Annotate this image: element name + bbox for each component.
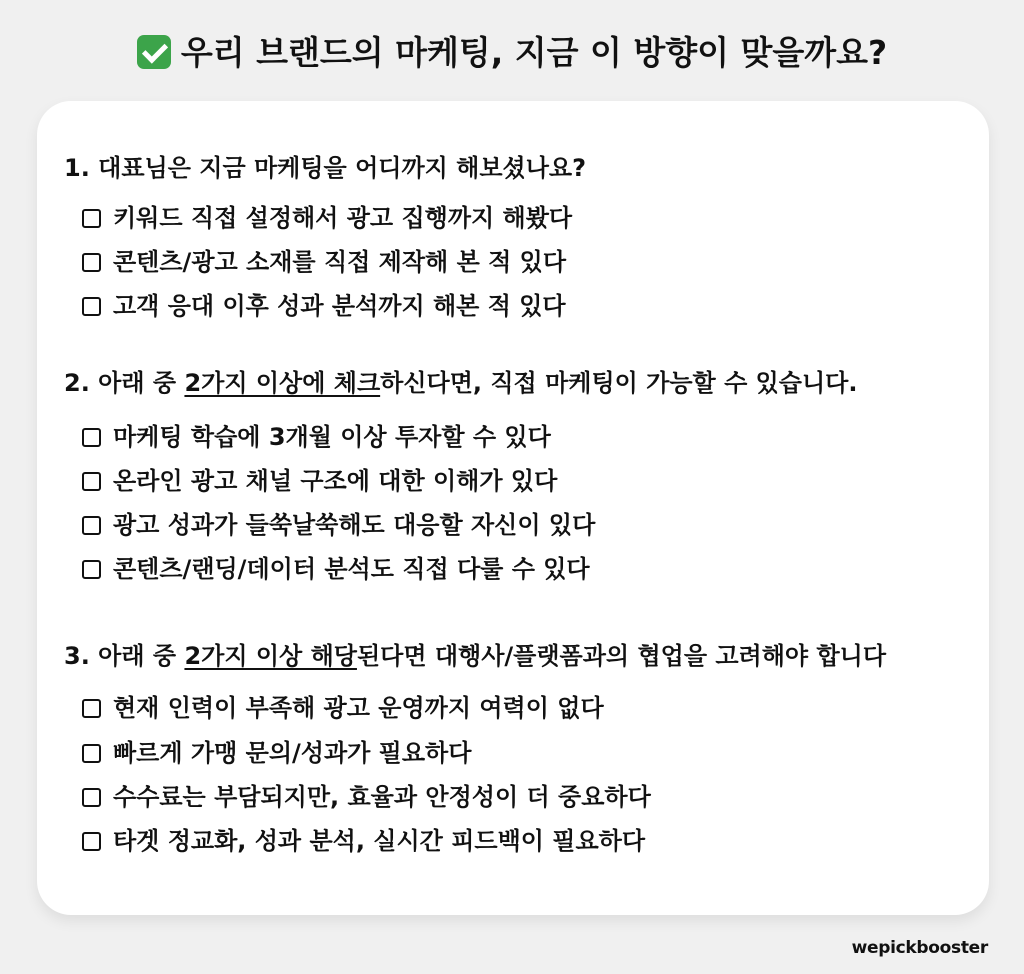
- item-label: 마케팅 학습에 3개월 이상 투자할 수 있다: [113, 423, 551, 451]
- empty-checkbox-icon[interactable]: [82, 699, 101, 718]
- section-3-title: [64, 640, 886, 672]
- section-3-title-suffix: 된다면 대행사/플랫폼과의 협업을 고려해야 합니다: [356, 642, 887, 670]
- item-label: 타겟 정교화, 성과 분석, 실시간 피드백이 필요하다: [113, 827, 646, 855]
- section-2-title-underlined: 2가지 이상에 체크: [184, 369, 381, 397]
- brand-logo-text: wepickbooster: [851, 938, 988, 958]
- empty-checkbox-icon[interactable]: [82, 832, 101, 851]
- empty-checkbox-icon[interactable]: [82, 472, 101, 491]
- section-3-title-underlined: 2가지 이상 해당: [184, 642, 357, 670]
- item-label: 고객 응대 이후 성과 분석까지 해본 적 있다: [113, 292, 566, 320]
- empty-checkbox-icon[interactable]: [82, 788, 101, 807]
- section-1-item-3[interactable]: [82, 290, 566, 322]
- item-label: 수수료는 부담되지만, 효율과 안정성이 더 중요하다: [113, 783, 651, 811]
- section-3-item-4[interactable]: [82, 825, 645, 857]
- empty-checkbox-icon[interactable]: [82, 253, 101, 272]
- section-2-item-2[interactable]: [82, 465, 557, 497]
- empty-checkbox-icon[interactable]: [82, 209, 101, 228]
- section-3-item-2[interactable]: [82, 737, 471, 769]
- section-2-item-4[interactable]: [82, 553, 590, 585]
- page-title: [0, 28, 1024, 78]
- page-title-text: 우리 브랜드의 마케팅, 지금 이 방향이 맞을까요?: [180, 33, 888, 72]
- section-2-item-1[interactable]: [82, 421, 551, 453]
- section-2-title: [64, 367, 857, 399]
- section-2-title-suffix: 하신다면, 직접 마케팅이 가능할 수 있습니다.: [380, 369, 858, 397]
- empty-checkbox-icon[interactable]: [82, 428, 101, 447]
- empty-checkbox-icon[interactable]: [82, 560, 101, 579]
- section-2-title-prefix: 2. 아래 중: [64, 369, 185, 397]
- empty-checkbox-icon[interactable]: [82, 744, 101, 763]
- check-mark-button-icon: [137, 35, 171, 69]
- section-1-title: 1. 대표님은 지금 마케팅을 어디까지 해보셨나요?: [64, 154, 587, 182]
- item-label: 현재 인력이 부족해 광고 운영까지 여력이 없다: [113, 694, 604, 722]
- empty-checkbox-icon[interactable]: [82, 516, 101, 535]
- item-label: 콘텐츠/광고 소재를 직접 제작해 본 적 있다: [113, 248, 567, 276]
- section-1-item-1[interactable]: [82, 202, 572, 234]
- section-1-item-2[interactable]: [82, 246, 566, 278]
- item-label: 콘텐츠/랜딩/데이터 분석도 직접 다룰 수 있다: [113, 555, 590, 583]
- empty-checkbox-icon[interactable]: [82, 297, 101, 316]
- section-3-item-3[interactable]: [82, 781, 651, 813]
- item-label: 키워드 직접 설정해서 광고 집행까지 해봤다: [113, 204, 573, 232]
- section-3-item-1[interactable]: [82, 692, 604, 724]
- section-3-title-prefix: 3. 아래 중: [64, 642, 185, 670]
- section-2-item-3[interactable]: [82, 509, 595, 541]
- item-label: 빠르게 가맹 문의/성과가 필요하다: [113, 739, 472, 767]
- item-label: 광고 성과가 들쑥날쑥해도 대응할 자신이 있다: [113, 511, 596, 539]
- item-label: 온라인 광고 채널 구조에 대한 이해가 있다: [113, 467, 558, 495]
